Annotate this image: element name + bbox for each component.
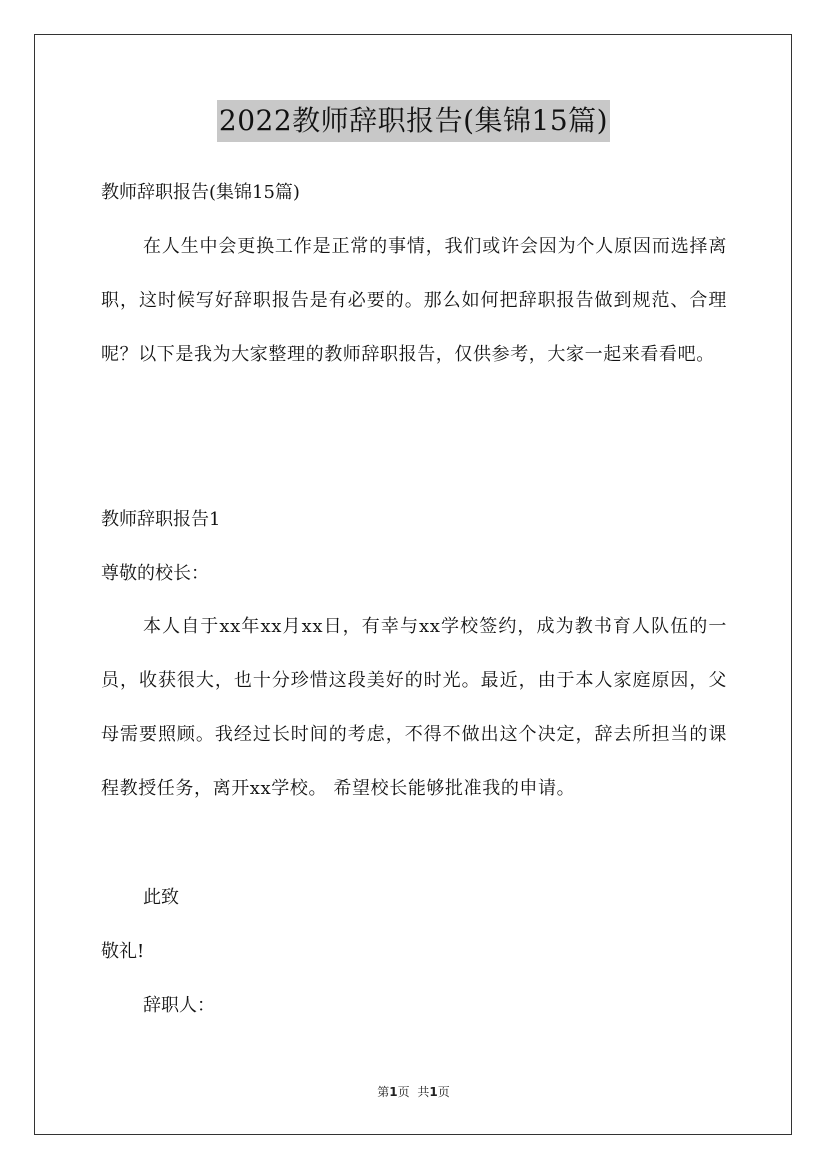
closing-line: 此致 xyxy=(143,887,179,908)
document-title: 2022教师辞职报告(集锦15篇) xyxy=(217,100,610,142)
total-pages: 1 xyxy=(429,1085,438,1099)
document-subtitle: 教师辞职报告(集锦15篇) xyxy=(101,182,300,203)
page-suffix: 页 xyxy=(397,1085,410,1099)
total-suffix: 页 xyxy=(437,1085,450,1099)
body-paragraph: 本人自于xx年xx月xx日，有幸与xx学校签约，成为教书育人队伍的一员，收获很大，也十分珍惜这段美好的时光。最近，由于本人家庭原因，父母需要照顾。我经过长时间的考虑，不得不做出这个决定，辞去所担当的课程教授任务，离开xx学校。 希望校长能够批准我的申请。 xyxy=(101,616,727,799)
salutation: 尊敬的校长： xyxy=(101,563,209,584)
page-prefix: 第 xyxy=(377,1085,390,1099)
title-container xyxy=(0,100,827,142)
signature-label: 辞职人： xyxy=(143,995,215,1016)
closing-salute: 敬礼! xyxy=(101,941,145,962)
page-footer xyxy=(0,1084,827,1100)
intro-paragraph: 在人生中会更换工作是正常的事情，我们或许会因为个人原因而选择离职，这时候写好辞职报告是有必要的。那么如何把辞职报告做到规范、合理呢？以下是我为大家整理的教师辞职报告，仅供参考，大家一起来看看吧。 xyxy=(101,236,727,365)
section-heading: 教师辞职报告1 xyxy=(101,509,221,530)
total-prefix: 共 xyxy=(417,1085,430,1099)
page-number: 1 xyxy=(389,1085,398,1099)
